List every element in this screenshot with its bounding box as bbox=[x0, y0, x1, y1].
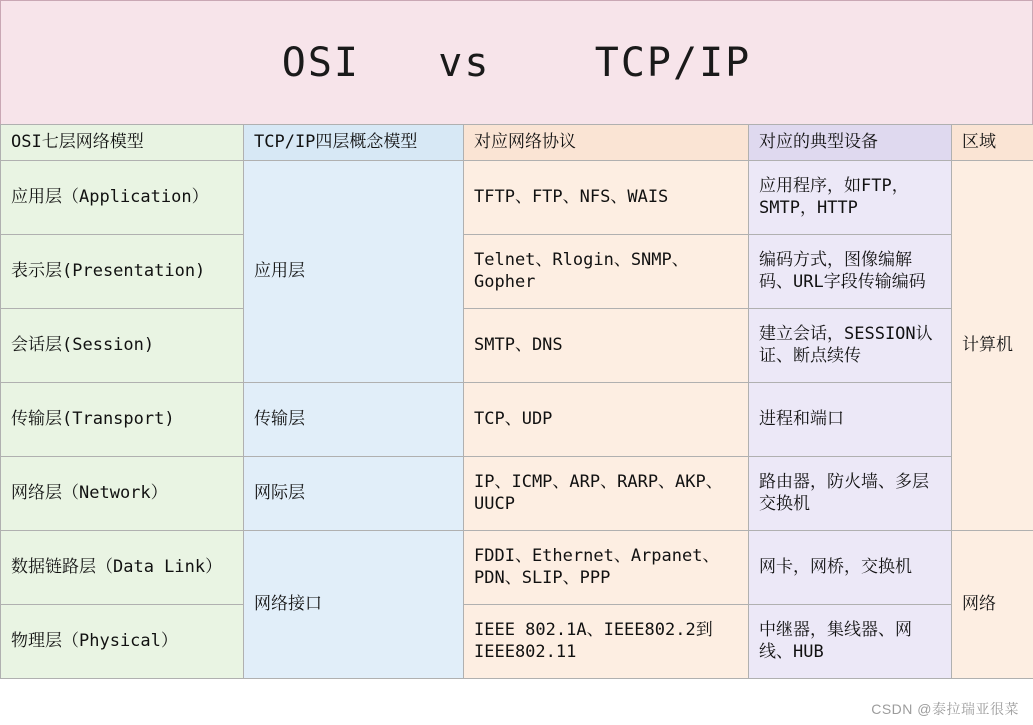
device-presentation: 编码方式，图像编解码、URL字段传输编码 bbox=[749, 234, 952, 308]
table-row bbox=[1, 234, 1033, 308]
tcp-layer-transport: 传输层 bbox=[244, 382, 464, 456]
column-header-tcpip: TCP/IP四层概念模型 bbox=[244, 125, 464, 161]
osi-layer-application: 应用层（Application） bbox=[1, 160, 244, 234]
osi-layer-physical: 物理层（Physical） bbox=[1, 604, 244, 678]
device-datalink: 网卡，网桥，交换机 bbox=[749, 530, 952, 604]
protocol-presentation: Telnet、Rlogin、SNMP、Gopher bbox=[464, 234, 749, 308]
osi-layer-transport: 传输层(Transport) bbox=[1, 382, 244, 456]
protocol-physical: IEEE 802.1A、IEEE802.2到IEEE802.11 bbox=[464, 604, 749, 678]
protocol-transport: TCP、UDP bbox=[464, 382, 749, 456]
device-physical: 中继器，集线器、网线、HUB bbox=[749, 604, 952, 678]
table-row bbox=[1, 456, 1033, 530]
protocol-session: SMTP、DNS bbox=[464, 308, 749, 382]
table-row bbox=[1, 308, 1033, 382]
device-application: 应用程序，如FTP，SMTP，HTTP bbox=[749, 160, 952, 234]
osi-layer-datalink: 数据链路层（Data Link） bbox=[1, 530, 244, 604]
watermark-text: CSDN @泰拉瑞亚很菜 bbox=[871, 701, 1019, 717]
osi-layer-presentation: 表示层(Presentation) bbox=[1, 234, 244, 308]
device-transport: 进程和端口 bbox=[749, 382, 952, 456]
zone-computer: 计算机 bbox=[952, 160, 1033, 530]
column-header-zone: 区域 bbox=[952, 125, 1033, 161]
protocol-datalink: FDDI、Ethernet、Arpanet、PDN、SLIP、PPP bbox=[464, 530, 749, 604]
osi-layer-session: 会话层(Session) bbox=[1, 308, 244, 382]
title-banner bbox=[0, 0, 1033, 124]
page-title: OSI vs TCP/IP bbox=[281, 39, 752, 86]
tcp-layer-application: 应用层 bbox=[244, 160, 464, 382]
protocol-network: IP、ICMP、ARP、RARP、AKP、UUCP bbox=[464, 456, 749, 530]
osi-layer-network: 网络层（Network） bbox=[1, 456, 244, 530]
column-header-device: 对应的典型设备 bbox=[749, 125, 952, 161]
table-header-row bbox=[1, 125, 1033, 161]
column-header-protocol: 对应网络协议 bbox=[464, 125, 749, 161]
tcp-layer-network-interface: 网络接口 bbox=[244, 530, 464, 678]
protocol-application: TFTP、FTP、NFS、WAIS bbox=[464, 160, 749, 234]
comparison-table bbox=[0, 124, 1033, 679]
column-header-osi: OSI七层网络模型 bbox=[1, 125, 244, 161]
table-row bbox=[1, 530, 1033, 604]
table-row bbox=[1, 160, 1033, 234]
tcp-layer-internet: 网际层 bbox=[244, 456, 464, 530]
table-row bbox=[1, 382, 1033, 456]
zone-network: 网络 bbox=[952, 530, 1033, 678]
device-network: 路由器，防火墙、多层交换机 bbox=[749, 456, 952, 530]
device-session: 建立会话，SESSION认证、断点续传 bbox=[749, 308, 952, 382]
table-row bbox=[1, 604, 1033, 678]
